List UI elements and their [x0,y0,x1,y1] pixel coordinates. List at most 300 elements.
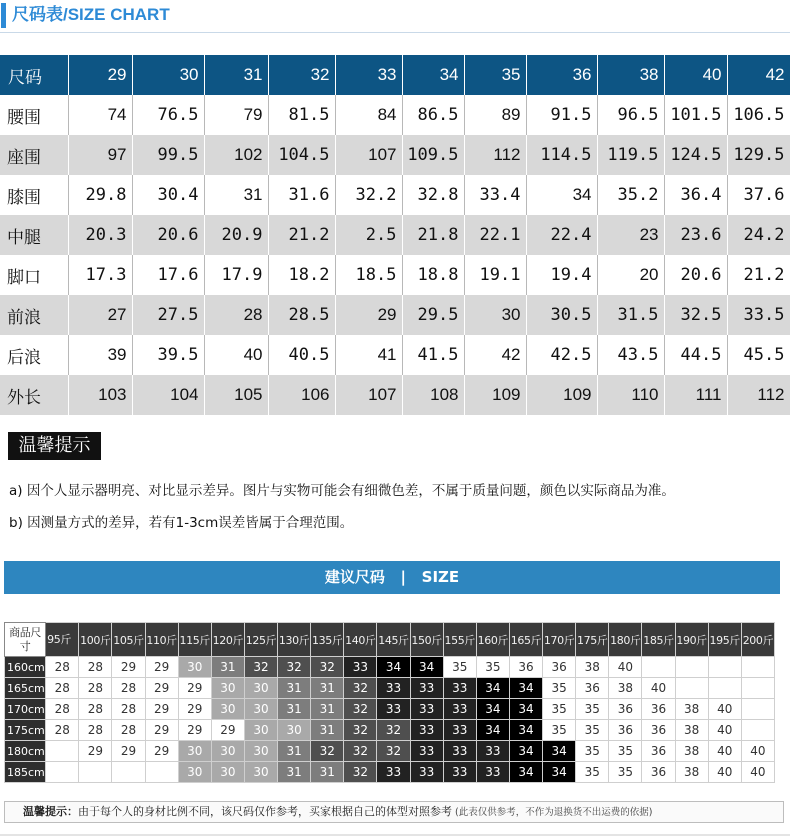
suggest-size-cell: 30 [244,762,277,783]
weight-header: 130斤 [278,623,311,657]
header-accent-bar [1,3,6,28]
weight-header: 195斤 [708,623,741,657]
weight-header: 125斤 [244,623,277,657]
suggest-size-cell [145,762,178,783]
suggest-size-cell: 34 [543,741,576,762]
measure-value: 29 [335,295,402,335]
suggest-size-cell: 31 [211,657,244,678]
measure-value: 24.2 [727,215,790,255]
size-chart-row [0,295,790,335]
suggest-size-cell: 33 [377,762,410,783]
size-header-cell: 36 [526,55,597,95]
suggest-size-cell: 36 [642,762,675,783]
suggest-weight-header-row [5,623,775,657]
measure-value: 42 [464,335,526,375]
suggest-size-cell: 40 [708,699,741,720]
suggest-size-cell: 36 [543,657,576,678]
measure-value: 84 [335,95,402,135]
size-header-cell: 30 [132,55,204,95]
suggest-size-cell: 33 [476,741,509,762]
measure-value: 112 [727,375,790,415]
suggest-size-cell [675,678,708,699]
suggest-size-cell: 33 [344,657,377,678]
suggest-size-cell: 30 [211,678,244,699]
measure-value: 124.5 [664,135,727,175]
suggest-row [5,657,775,678]
measure-value: 106 [268,375,335,415]
page-title: 尺码表/SIZE CHART [12,5,170,24]
measure-value: 114.5 [526,135,597,175]
weight-header: 135斤 [311,623,344,657]
size-header-cell: 38 [597,55,664,95]
suggest-size-cell: 34 [410,657,443,678]
suggest-size-cell: 28 [46,720,79,741]
suggest-size-cell: 34 [543,762,576,783]
measure-value: 81.5 [268,95,335,135]
measure-value: 30.4 [132,175,204,215]
suggest-size-cell: 30 [211,699,244,720]
suggest-size-cell: 40 [708,741,741,762]
suggest-size-cell: 34 [509,741,542,762]
weight-header: 110斤 [145,623,178,657]
measure-value: 27.5 [132,295,204,335]
height-label: 180cm [5,741,46,762]
suggest-size-cell: 28 [79,720,112,741]
measure-value: 39 [68,335,132,375]
measure-value: 21.2 [268,215,335,255]
suggest-size-cell: 31 [311,678,344,699]
measure-label: 前浪 [0,295,68,335]
suggest-size-cell [675,657,708,678]
suggest-row [5,699,775,720]
suggest-size-cell: 33 [410,762,443,783]
suggest-row [5,720,775,741]
measure-value: 31.5 [597,295,664,335]
measure-value: 22.4 [526,215,597,255]
measure-value: 129.5 [727,135,790,175]
height-label: 170cm [5,699,46,720]
measure-label: 座围 [0,135,68,175]
suggest-size-cell [642,657,675,678]
suggest-size-cell: 30 [278,720,311,741]
suggest-size-cell: 32 [377,720,410,741]
bottom-divider [0,834,790,836]
size-header-cell: 29 [68,55,132,95]
tip-line-b: b) 因测量方式的差异，若有1-3cm误差皆属于合理范围。 [9,515,354,531]
size-chart-row [0,335,790,375]
suggest-size-cell: 30 [178,741,211,762]
measure-value: 111 [664,375,727,415]
suggest-size-cell: 33 [410,678,443,699]
measure-value: 104.5 [268,135,335,175]
size-label-header: 尺码 [0,55,68,95]
suggest-size-cell: 29 [79,741,112,762]
suggest-size-cell: 28 [79,657,112,678]
suggest-size-cell: 34 [476,678,509,699]
suggest-size-cell: 35 [576,762,609,783]
suggest-size-cell: 32 [344,741,377,762]
suggest-size-cell [46,762,79,783]
suggest-size-cell: 36 [642,720,675,741]
suggest-size-cell: 36 [642,741,675,762]
suggest-size-cell [79,762,112,783]
suggest-size-cell: 36 [509,657,542,678]
measure-value: 107 [335,375,402,415]
suggest-size-cell: 29 [178,720,211,741]
measure-value: 23 [597,215,664,255]
tips-tag: 温馨提示 [8,432,101,460]
suggest-size-cell: 33 [410,699,443,720]
measure-value: 108 [402,375,464,415]
size-header-cell: 42 [727,55,790,95]
suggest-size-cell: 30 [211,762,244,783]
measure-value: 23.6 [664,215,727,255]
height-label: 185cm [5,762,46,783]
measure-value: 32.5 [664,295,727,335]
weight-header: 145斤 [377,623,410,657]
measure-value: 19.4 [526,255,597,295]
suggest-size-cell: 38 [675,741,708,762]
size-header-cell: 34 [402,55,464,95]
suggest-size-cell: 31 [278,762,311,783]
suggest-size-cell: 38 [609,678,642,699]
suggest-size-cell: 28 [79,678,112,699]
measure-value: 29.8 [68,175,132,215]
measure-value: 40.5 [268,335,335,375]
suggest-size-cell: 30 [244,741,277,762]
measure-value: 91.5 [526,95,597,135]
weight-header: 105斤 [112,623,145,657]
size-chart-row [0,255,790,295]
suggest-size-cell: 40 [741,762,774,783]
measure-value: 35.2 [597,175,664,215]
suggest-size-cell: 29 [145,741,178,762]
measure-value: 18.2 [268,255,335,295]
suggest-size-cell: 33 [377,678,410,699]
suggest-size-grid [4,622,775,783]
size-header-cell: 33 [335,55,402,95]
suggest-size-cell: 34 [509,720,542,741]
weight-header: 175斤 [576,623,609,657]
suggest-size-cell: 33 [476,762,509,783]
suggest-size-cell: 32 [244,657,277,678]
weight-header: 180斤 [609,623,642,657]
suggest-size-cell: 28 [112,720,145,741]
suggest-size-cell: 38 [675,720,708,741]
height-label: 175cm [5,720,46,741]
measure-value: 20 [597,255,664,295]
suggest-size-cell: 28 [112,699,145,720]
measure-value: 2.5 [335,215,402,255]
suggest-size-cell [708,678,741,699]
suggest-size-cell: 34 [509,678,542,699]
suggest-size-cell: 29 [178,678,211,699]
suggest-size-cell: 29 [145,720,178,741]
note-text: 由于每个人的身材比例不同，该尺码仅作参考，买家根据自己的体型对照参考 [78,805,452,818]
suggest-size-cell: 29 [145,657,178,678]
suggest-size-cell: 38 [675,699,708,720]
suggest-size-cell: 34 [476,699,509,720]
weight-header: 190斤 [675,623,708,657]
measure-value: 40 [204,335,268,375]
measure-value: 89 [464,95,526,135]
suggest-size-cell: 30 [211,741,244,762]
size-chart-header-row [0,55,790,95]
suggest-size-cell: 28 [46,699,79,720]
bottom-note [4,801,784,823]
measure-value: 41 [335,335,402,375]
weight-header: 170斤 [543,623,576,657]
measure-value: 20.9 [204,215,268,255]
suggest-size-cell: 31 [278,741,311,762]
size-chart-row [0,175,790,215]
measure-value: 109 [464,375,526,415]
measure-value: 21.8 [402,215,464,255]
measure-value: 101.5 [664,95,727,135]
suggest-size-cell: 29 [145,699,178,720]
weight-header: 150斤 [410,623,443,657]
measure-label: 腰围 [0,95,68,135]
measure-value: 20.6 [664,255,727,295]
measure-value: 30.5 [526,295,597,335]
suggest-size-cell: 33 [443,699,476,720]
suggest-size-cell: 30 [178,762,211,783]
suggest-size-cell: 30 [244,699,277,720]
measure-value: 41.5 [402,335,464,375]
suggest-size-cell [741,720,774,741]
suggest-size-banner: 建议尺码 | SIZE [4,561,780,594]
weight-header: 200斤 [741,623,774,657]
section-header [0,0,790,32]
measure-value: 45.5 [727,335,790,375]
measure-value: 102 [204,135,268,175]
measure-value: 42.5 [526,335,597,375]
measure-value: 109.5 [402,135,464,175]
measure-value: 97 [68,135,132,175]
measure-value: 18.5 [335,255,402,295]
measure-label: 脚口 [0,255,68,295]
measure-value: 17.9 [204,255,268,295]
measure-label: 膝围 [0,175,68,215]
suggest-size-cell: 35 [576,720,609,741]
measure-value: 105 [204,375,268,415]
suggest-size-cell: 32 [311,741,344,762]
suggest-size-cell [112,762,145,783]
suggest-size-cell: 30 [244,678,277,699]
suggest-size-cell: 28 [79,699,112,720]
weight-header: 120斤 [211,623,244,657]
suggest-size-cell: 34 [476,720,509,741]
measure-value: 34 [526,175,597,215]
measure-value: 32.8 [402,175,464,215]
header-divider [0,32,790,33]
suggest-size-cell [741,678,774,699]
measure-value: 20.3 [68,215,132,255]
size-chart-row [0,135,790,175]
measure-value: 106.5 [727,95,790,135]
measure-value: 19.1 [464,255,526,295]
suggest-size-cell: 34 [377,657,410,678]
suggest-size-cell: 28 [46,678,79,699]
suggest-size-cell: 31 [311,720,344,741]
measure-value: 76.5 [132,95,204,135]
suggest-row [5,678,775,699]
suggest-size-cell: 36 [609,720,642,741]
measure-value: 107 [335,135,402,175]
suggest-size-cell: 34 [509,762,542,783]
measure-value: 27 [68,295,132,335]
suggest-size-cell: 29 [178,699,211,720]
suggest-size-cell: 34 [509,699,542,720]
measure-value: 33.4 [464,175,526,215]
measure-value: 109 [526,375,597,415]
size-header-cell: 32 [268,55,335,95]
suggest-size-cell: 40 [642,678,675,699]
suggest-size-cell: 35 [543,678,576,699]
weight-header: 160斤 [476,623,509,657]
measure-value: 17.3 [68,255,132,295]
measure-value: 32.2 [335,175,402,215]
measure-value: 112 [464,135,526,175]
suggest-row [5,741,775,762]
suggest-size-cell: 40 [708,720,741,741]
suggest-size-cell: 32 [344,699,377,720]
suggest-size-cell [46,741,79,762]
suggest-size-cell: 29 [145,678,178,699]
weight-header: 165斤 [509,623,542,657]
suggest-size-cell [741,657,774,678]
size-corner-label: 商品尺寸 [5,623,46,657]
suggest-size-cell: 35 [476,657,509,678]
suggest-size-cell: 33 [443,741,476,762]
suggest-size-cell: 30 [178,657,211,678]
suggest-size-cell: 28 [112,678,145,699]
suggest-size-cell: 32 [344,720,377,741]
suggest-size-cell: 32 [311,657,344,678]
weight-header: 140斤 [344,623,377,657]
suggest-size-cell: 40 [708,762,741,783]
size-header-cell: 40 [664,55,727,95]
measure-value: 29.5 [402,295,464,335]
suggest-size-cell: 40 [609,657,642,678]
suggest-size-cell: 36 [576,678,609,699]
measure-value: 39.5 [132,335,204,375]
note-small: (此表仅供参考，不作为退换货不出运费的依据) [452,807,653,818]
measure-value: 18.8 [402,255,464,295]
size-header-cell: 35 [464,55,526,95]
measure-value: 103 [68,375,132,415]
weight-header: 155斤 [443,623,476,657]
suggest-size-cell: 32 [344,762,377,783]
measure-value: 33.5 [727,295,790,335]
measure-value: 74 [68,95,132,135]
measure-label: 中腿 [0,215,68,255]
measure-value: 21.2 [727,255,790,295]
measure-label: 后浪 [0,335,68,375]
suggest-size-cell: 40 [741,741,774,762]
measure-value: 28 [204,295,268,335]
measure-label: 外长 [0,375,68,415]
measure-value: 99.5 [132,135,204,175]
measure-value: 17.6 [132,255,204,295]
measure-value: 28.5 [268,295,335,335]
suggest-size-cell: 28 [46,657,79,678]
height-label: 160cm [5,657,46,678]
suggest-size-cell: 29 [211,720,244,741]
suggest-size-cell [741,699,774,720]
suggest-size-cell: 29 [112,741,145,762]
suggest-size-cell: 35 [443,657,476,678]
suggest-size-cell: 33 [377,699,410,720]
suggest-size-cell: 32 [377,741,410,762]
measure-value: 119.5 [597,135,664,175]
suggest-size-cell: 36 [642,699,675,720]
suggest-size-cell: 35 [576,699,609,720]
suggest-size-cell: 35 [609,762,642,783]
suggest-size-cell: 36 [609,699,642,720]
measure-value: 30 [464,295,526,335]
suggest-size-cell: 35 [543,699,576,720]
note-label: 温馨提示： [23,805,78,818]
weight-header: 95斤 [46,623,79,657]
measure-value: 110 [597,375,664,415]
suggest-size-cell: 33 [410,741,443,762]
suggest-size-cell: 33 [443,720,476,741]
suggest-size-cell: 31 [311,762,344,783]
suggest-size-cell: 33 [443,762,476,783]
measure-value: 31 [204,175,268,215]
measure-value: 31.6 [268,175,335,215]
suggest-size-cell: 33 [410,720,443,741]
size-chart-row [0,375,790,415]
measure-value: 104 [132,375,204,415]
weight-header: 185斤 [642,623,675,657]
measure-value: 22.1 [464,215,526,255]
measure-value: 43.5 [597,335,664,375]
suggest-size-cell: 35 [609,741,642,762]
suggest-size-cell: 32 [344,678,377,699]
suggest-size-cell: 33 [443,678,476,699]
measure-value: 44.5 [664,335,727,375]
measure-value: 36.4 [664,175,727,215]
measure-value: 86.5 [402,95,464,135]
suggest-size-cell: 30 [244,720,277,741]
size-chart-row [0,215,790,255]
measure-value: 37.6 [727,175,790,215]
suggest-size-cell: 31 [311,699,344,720]
tip-line-a: a) 因个人显示器明亮、对比显示差异。图片与实物可能会有细微色差，不属于质量问题，颜色以实际商品为准。 [9,483,675,499]
measure-value: 96.5 [597,95,664,135]
suggest-size-cell: 29 [112,657,145,678]
weight-header: 100斤 [79,623,112,657]
suggest-size-cell [708,657,741,678]
suggest-row [5,762,775,783]
suggest-size-cell: 38 [675,762,708,783]
weight-header: 115斤 [178,623,211,657]
suggest-size-cell: 31 [278,699,311,720]
size-chart-row [0,95,790,135]
measure-value: 79 [204,95,268,135]
suggest-size-cell: 32 [278,657,311,678]
size-header-cell: 31 [204,55,268,95]
suggest-size-cell: 35 [543,720,576,741]
height-label: 165cm [5,678,46,699]
suggest-size-cell: 31 [278,678,311,699]
size-chart-table [0,55,790,415]
suggest-size-cell: 35 [576,741,609,762]
suggest-size-cell: 38 [576,657,609,678]
measure-value: 20.6 [132,215,204,255]
